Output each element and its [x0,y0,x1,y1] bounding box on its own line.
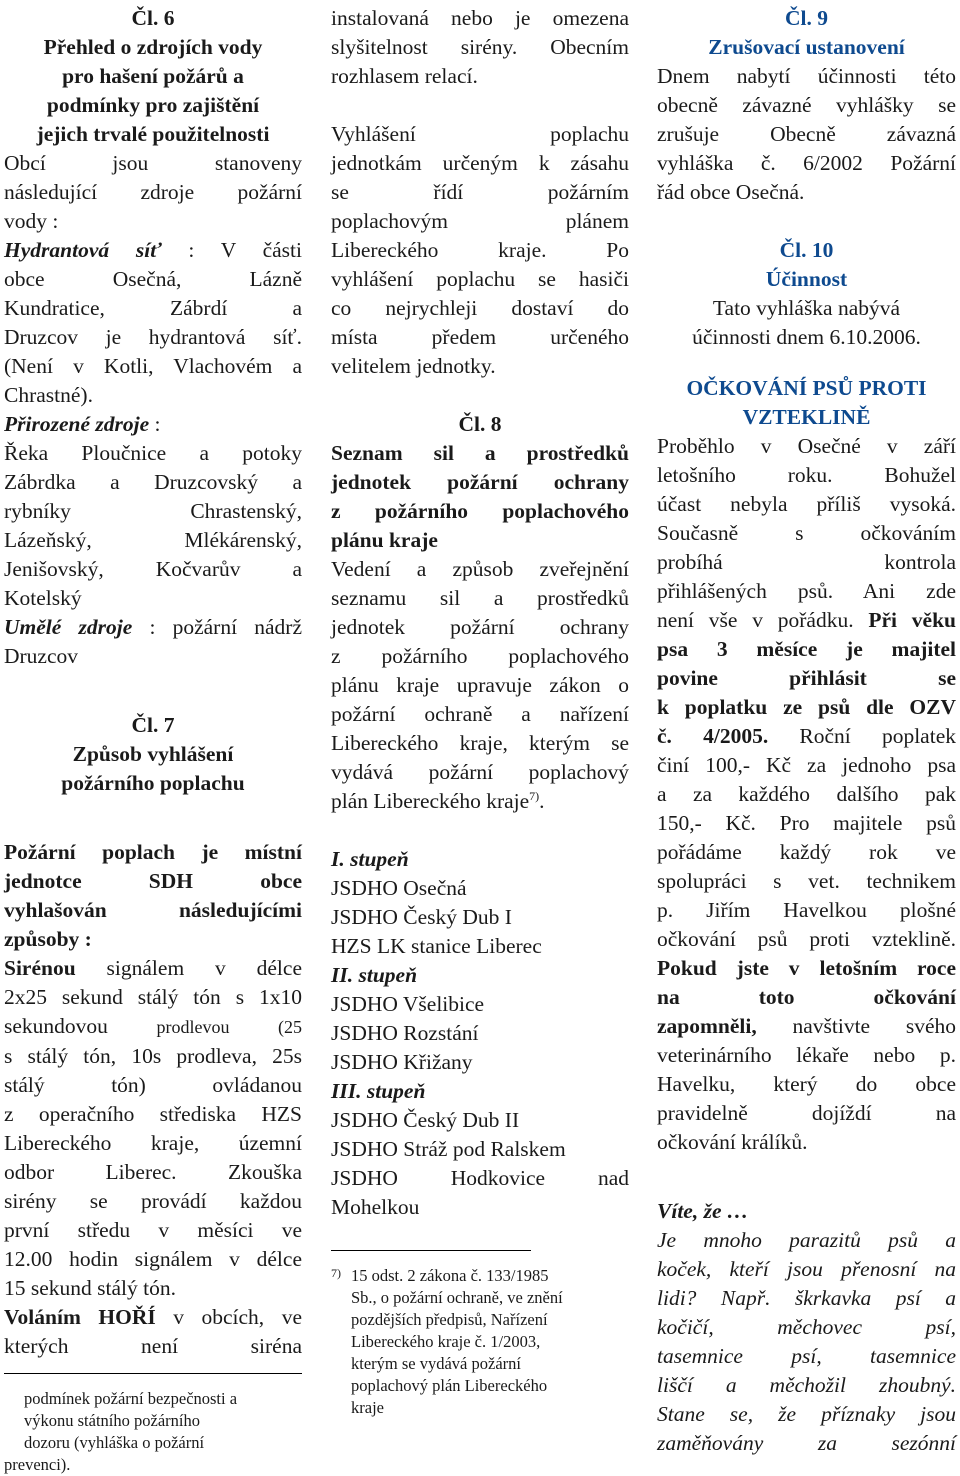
text-span: : V části [161,238,302,262]
text-line: Řeka Ploučnice a potoky [4,441,302,465]
footnote-line: výkonu státního požárního [24,1411,200,1430]
text-line: obce Osečná, Lázně [4,267,302,291]
level-heading: II. stupeň [331,963,418,987]
text-line: 2x25 sekund stálý tón s 1x10 [4,985,302,1009]
text-line: Vedení a způsob zveřejnění [331,557,629,581]
footnote-line: kterým se vydává požární [351,1354,521,1373]
text-line: obecně závazné vyhlášky se [657,93,956,117]
text-line: liščí a měchožil zhoubný. [657,1373,956,1397]
natural-sources-label: Přirozené zdroje [4,412,150,436]
article-8-number: Čl. 8 [458,412,502,436]
hydrant-label: Hydrantová síť [4,238,162,262]
unit-item: JSDHO Rozstání [331,1021,479,1045]
footnote-line: Libereckého kraje č. 1/2003, [351,1332,541,1351]
article-9-title: Zrušovací ustanovení [708,35,905,59]
text-span: signálem v délce [75,956,302,980]
text-line [4,410,302,439]
text-line: instalovaná nebo je omezena [331,6,629,30]
vaccination-heading-line: VZTEKLINĚ [742,405,871,429]
text-line: poplachovým plánem [331,209,629,233]
text-line: Je mnoho parazitů psů a [657,1228,956,1252]
text-line: 150,- Kč. Pro majitele psů [657,811,956,835]
text-line: Havelku, který do obce [657,1072,956,1096]
text-line: rybníky Chrastenský, [4,499,302,523]
text-line: sirény se provádí každou [4,1189,302,1213]
text-line: povine přihlásit se [657,666,956,690]
text-line: jednotkám určeným k zásahu [331,151,629,175]
text-span: : [149,412,161,436]
text-line: vyhlašován následujícími [4,898,302,922]
text-line: seznamu sil a prostředků [331,586,629,610]
text-line: pořádáme každý rok ve [657,840,956,864]
text-line [331,787,629,816]
text-line: lidi? Např. škrkavka psí a [657,1286,956,1310]
text-line: co nejrychleji dostaví do [331,296,629,320]
text-line: kočičí, měchovec psí, [657,1315,956,1339]
unit-item: Mohelkou [331,1195,420,1219]
text-line [657,722,956,751]
text-line: zaměňovány za sezónní [657,1431,956,1455]
text-span: zapomněli, [657,1014,757,1038]
text-line: plánu kraje upravuje zákon o [331,673,629,697]
footnote-line: dozoru (vyhláška o požární [24,1433,205,1452]
text-line: činí 100,- Kč za jednoho psa [657,753,956,777]
unit-item: JSDHO Křižany [331,1050,473,1074]
article-8-title-line: Seznam sil a prostředků [331,441,629,465]
text-line: na toto očkování [657,985,956,1009]
text-span: č. 4/2005. [657,724,769,748]
text-line: místa předem určeného [331,325,629,349]
text-line: spolupráci s vet. technikem [657,869,956,893]
text-line [4,236,302,265]
text-line: první středu v měsíci ve [4,1218,302,1242]
text-line [657,1012,956,1041]
text-line: Stane se, že příznaky jsou [657,1402,956,1426]
text-line: odbor Liberec. Zkouška [4,1160,302,1184]
article-7-title-line: požárního poplachu [61,771,245,795]
footnote-line: 15 odst. 2 zákona č. 133/1985 [351,1266,549,1285]
text-line: očkování králíků. [657,1130,808,1154]
article-10-number: Čl. 10 [779,238,834,262]
did-you-know-heading: Víte, že … [657,1199,749,1223]
text-line [4,1012,302,1042]
text-span: Při věku [868,608,956,632]
call-fire-label: Voláním HOŘÍ [4,1305,156,1329]
text-line: Chrastné). [4,383,93,407]
text-line: probíhá kontrola [657,550,956,574]
text-span: sekundovou [4,1014,108,1038]
text-line: Druzcov je hydrantová síť. [4,325,302,349]
article-8-title-line: z požárního poplachového [331,499,629,523]
text-line: Obcí jsou stanoveny [4,151,302,175]
text-line: z požárního poplachového [331,644,629,668]
footnote-continuation [4,1388,302,1454]
text-line: Kundratice, Zábrdí a [4,296,302,320]
text-span: . [539,789,545,813]
unit-item: HZS LK stanice Liberec [331,934,542,958]
text-line: 15 sekund stálý tón. [4,1276,176,1300]
text-span: navštivte svého [756,1014,956,1038]
text-line: Současně s očkováním [657,521,956,545]
text-line: se řídí požárním [331,180,629,204]
unit-item: JSDHO Všelibice [331,992,485,1016]
vaccination-heading-line: OČKOVÁNÍ PSŮ PROTI [686,376,927,400]
text-line: Kotelský [4,586,82,610]
footnote-line: pozdějších předpisů, Nařízení [351,1310,548,1329]
text-line: koček, kteří jsou přenosní na [657,1257,956,1281]
footnote-line: Sb., o požární ochraně, ve znění [351,1288,563,1307]
text-line: slyšitelnost sirény. Obecním [331,35,629,59]
text-span: v obcích, ve [155,1305,302,1329]
text-line: z operačního střediska HZS [4,1102,302,1126]
text-line: Pokud jste v letošním roce [657,956,956,980]
text-line: řád obce Osečná. [657,180,805,204]
text-line: jednotek požární ochrany [331,615,629,639]
text-span: Roční poplatek [768,724,956,748]
footnote-line: podmínek požární bezpečnosti a [24,1389,238,1408]
text-line: velitelem jednotky. [331,354,496,378]
text-line: rozhlasem relací. [331,64,478,88]
text-line: vyhlášení poplachu se hasiči [331,267,629,291]
text-line [657,606,956,635]
text-line: Dnem nabytí účinnosti této [657,64,956,88]
footnote-mark: 7) [331,1266,341,1280]
text-line: a za každého dalšího pak [657,782,956,806]
text-line: Druzcov [4,644,79,668]
text-line: kterých není siréna [4,1334,302,1358]
level-heading: III. stupeň [331,1079,426,1103]
text-line: Lázeňský, Mlékárenský, [4,528,302,552]
footnote-line: kraje [351,1398,384,1417]
column-middle [331,4,629,1419]
text-line: Jenišovský, Kočvarův a [4,557,302,581]
unit-item: JSDHO Hodkovice nad [331,1166,629,1190]
text-line: Libereckého kraje. Po [331,238,629,262]
text-line: letošního roku. Bohužel [657,463,956,487]
article-6-title-line: Přehled o zdrojích vody [43,35,263,59]
text-line: vydává požární poplachový [331,760,629,784]
article-9-number: Čl. 9 [785,6,828,30]
article-8-title-line: jednotek požární ochrany [331,470,629,494]
column-right [657,4,956,1458]
article-6-number: Čl. 6 [131,6,175,30]
text-line: Libereckého kraje, kterým se [331,731,629,755]
text-line: s stálý tón, 10s prodleva, 25s [4,1044,302,1068]
article-8-title-line: plánu kraje [331,528,438,552]
text-line: (Není v Kotli, Vlachovém a [4,354,302,378]
text-line [4,1303,302,1332]
text-line: psa 3 měsíce je majitel [657,637,956,661]
footnote-line: prevenci). [4,1455,71,1474]
article-6-title-line: jejich trvalé použitelnosti [36,122,270,146]
column-left [4,4,302,1476]
text-line: Libereckého kraje, územní [4,1131,302,1155]
unit-item: JSDHO Český Dub II [331,1108,520,1132]
text-span: prodlevou (25 [107,1017,302,1037]
text-line: Požární poplach je místní [4,840,302,864]
footnote-ref[interactable]: 7) [529,788,540,803]
text-line: zrušuje Obecně závazná [657,122,956,146]
unit-item: JSDHO Osečná [331,876,467,900]
text-line: Proběhlo v Osečné v září [657,434,956,458]
text-line: tasemnice psí, tasemnice [657,1344,956,1368]
text-line: k poplatku ze psů dle OZV [657,695,956,719]
text-line: 12.00 hodin signálem v délce [4,1247,302,1271]
article-6-title-line: podmínky pro zajištění [46,93,260,117]
text-line: veterinárního lékaře nebo p. [657,1043,956,1067]
level-heading: I. stupeň [331,847,409,871]
siren-label: Sirénou [4,956,76,980]
text-line: Tato vyhláška nabývá [712,296,901,320]
footnote-7 [331,1265,629,1419]
artificial-sources-label: Umělé zdroje [4,615,133,639]
text-line: jednotce SDH obce [4,869,302,893]
text-line: požární ochraně a nařízení [331,702,629,726]
text-line [4,954,302,983]
text-line: přihlášených psů. Ani zde [657,579,956,603]
article-7-number: Čl. 7 [131,713,175,737]
text-line: p. Jiřím Havelkou plošné [657,898,956,922]
text-span: není vše v pořádku. [657,608,869,632]
text-line: Vyhlášení poplachu [331,122,629,146]
text-line [4,613,302,642]
article-10-title: Účinnost [765,267,848,291]
unit-item: JSDHO Český Dub I [331,905,512,929]
text-span: plán Libereckého kraje [331,789,530,813]
text-line: stálý tón) ovládanou [4,1073,302,1097]
text-line: účinnosti dnem 6.10.2006. [692,325,921,349]
text-line: očkování psů proti vzteklině. [657,927,956,951]
text-line: účast nebyla příliš vysoká. [657,492,956,516]
text-line: vody : [4,209,59,233]
text-line: způsoby : [4,927,92,951]
article-6-title-line: pro hašení požárů a [62,64,244,88]
unit-item: JSDHO Stráž pod Ralskem [331,1137,566,1161]
text-line: následující zdroje požární [4,180,302,204]
text-line: pravidelně dojíždí na [657,1101,956,1125]
text-line: Zábrdka a Druzcovský a [4,470,302,494]
article-7-title-line: Způsob vyhlášení [72,742,234,766]
text-span: : požární nádrž [132,615,302,639]
footnote-line: poplachový plán Libereckého [351,1376,548,1395]
text-line: vyhláška č. 6/2002 Požární [657,151,956,175]
